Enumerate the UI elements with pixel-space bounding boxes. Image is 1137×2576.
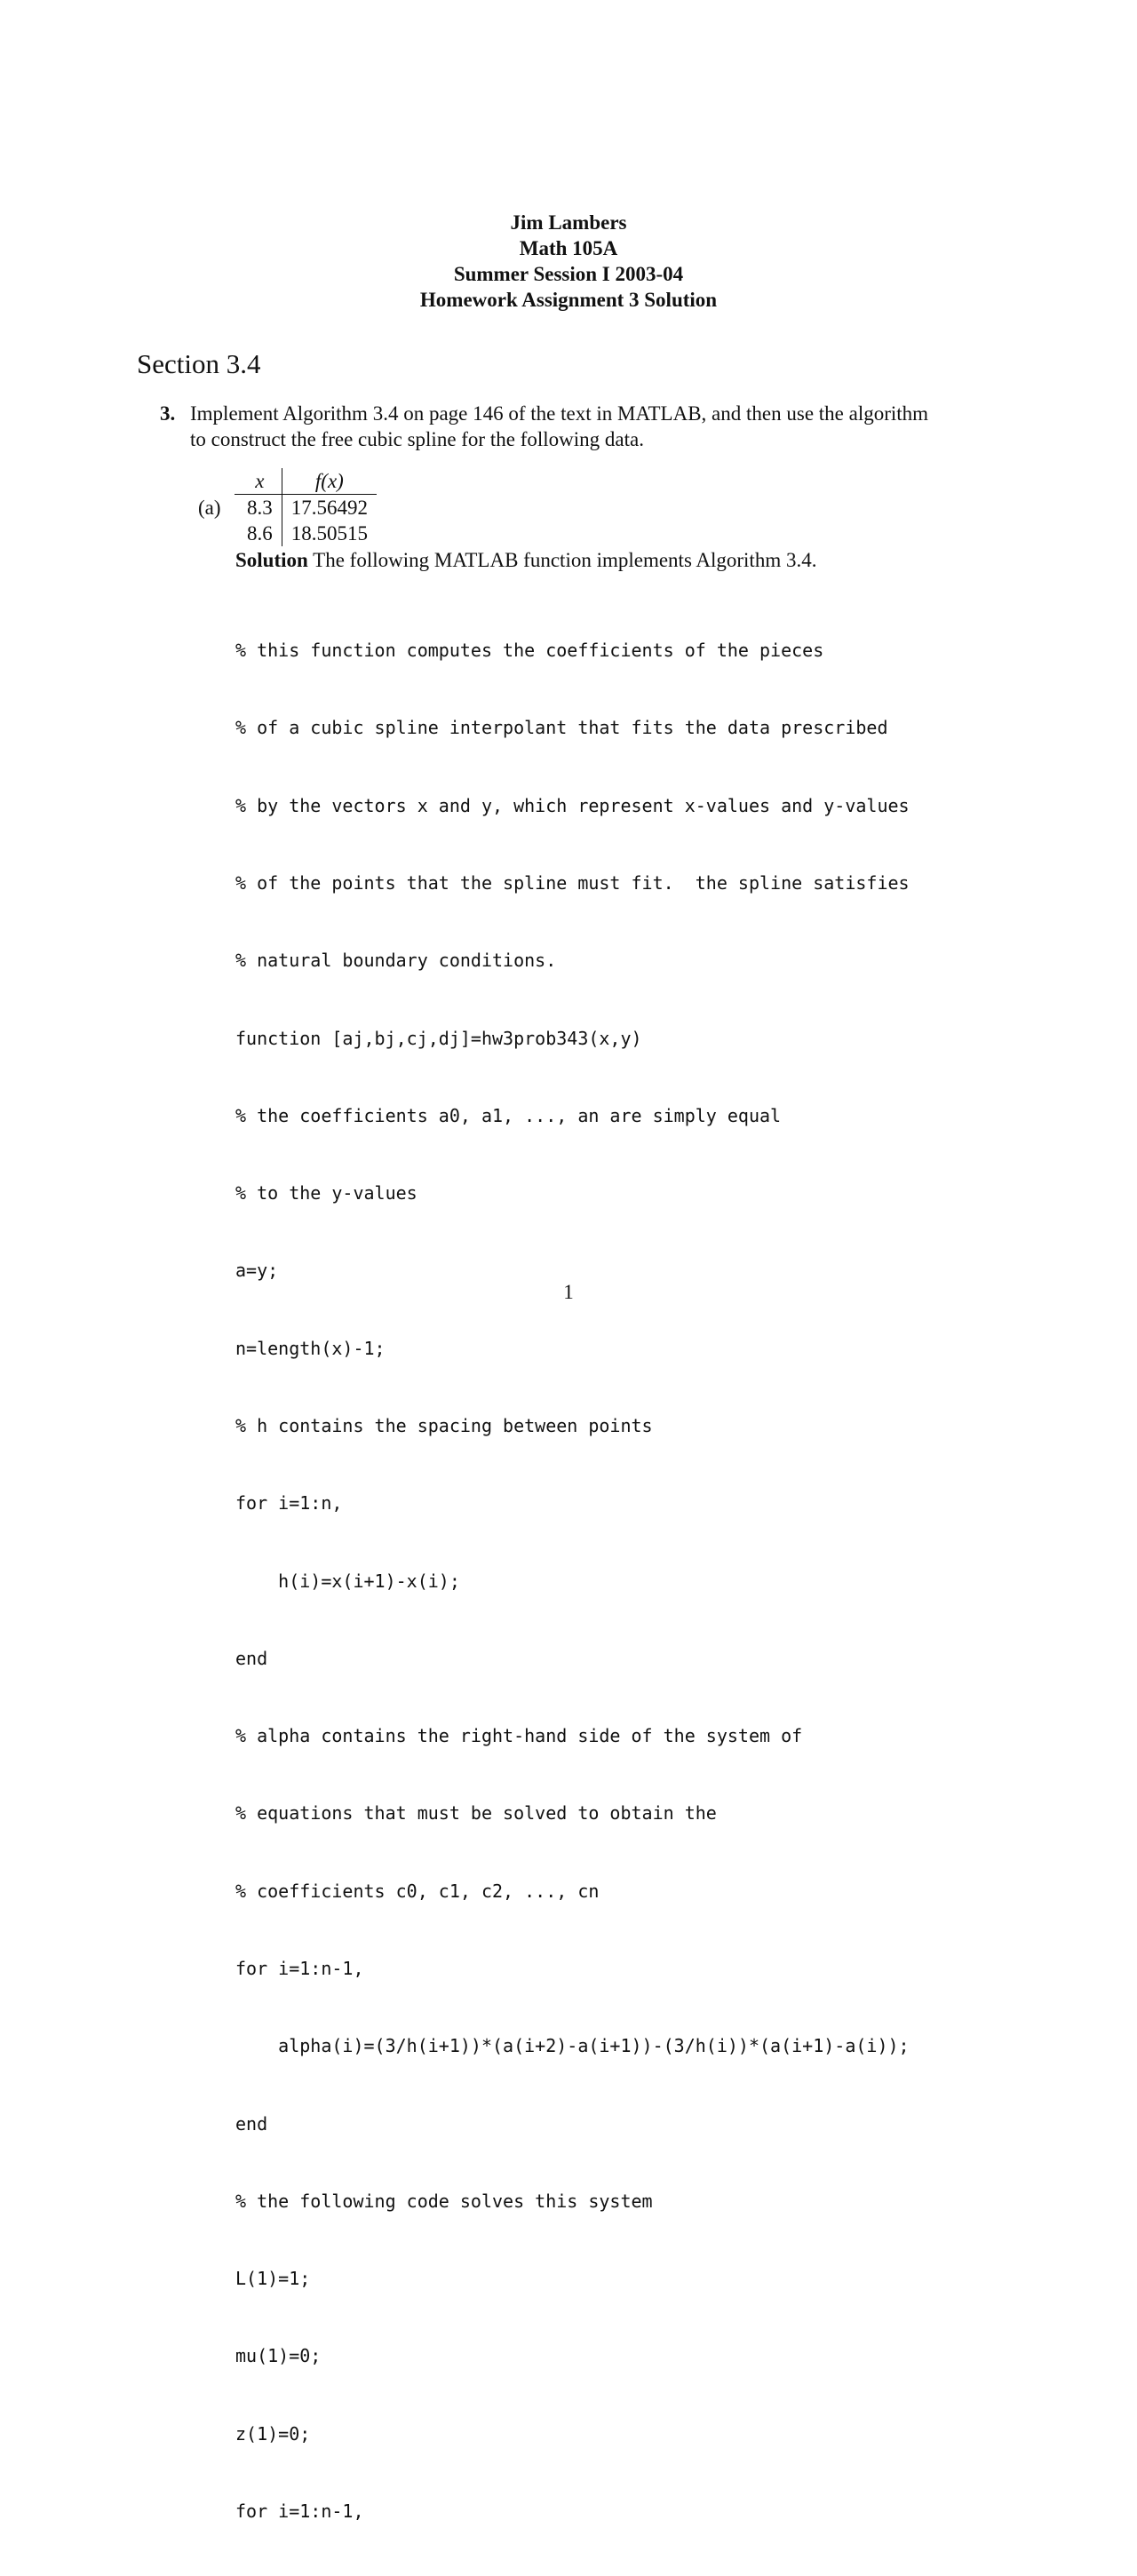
table-header-x: x [235, 468, 282, 495]
author-name: Jim Lambers [510, 211, 627, 234]
code-line: end [235, 1647, 268, 1669]
code-line: alpha(i)=(3/h(i+1))*(a(i+2)-a(i+1))-(3/h(i))*(a(i+1)-a(i)); [235, 2035, 910, 2057]
problem-text-line: Implement Algorithm 3.4 on page 146 of the text in MATLAB, and then use the algorithm [190, 402, 929, 425]
code-line: mu(1)=0; [235, 2345, 322, 2367]
code-line: end [235, 2112, 268, 2135]
code-line: for i=1:n-1, [235, 2500, 364, 2522]
code-line: % alpha contains the right-hand side of the system of [235, 1725, 803, 1747]
code-line: L(1)=1; [235, 2268, 311, 2290]
solution-label: Solution [235, 549, 308, 571]
term-name: Summer Session I 2003-04 [453, 263, 684, 285]
code-line: n=length(x)-1; [235, 1337, 386, 1359]
code-line: % the coefficients a0, a1, ..., an are simply equal [235, 1104, 782, 1126]
problem-text [190, 401, 1048, 452]
code-line: % coefficients c0, c1, c2, ..., cn [235, 1880, 600, 1902]
code-line: z(1)=0; [235, 2422, 311, 2445]
code-line: % natural boundary conditions. [235, 950, 557, 972]
table-cell-x: 8.3 [235, 495, 282, 521]
course-name: Math 105A [519, 237, 618, 259]
page-number: 1 [563, 1281, 574, 1303]
table-row [235, 521, 377, 546]
solution-text: The following MATLAB function implements Algorithm 3.4. [313, 549, 817, 571]
code-line: % to the y-values [235, 1182, 417, 1205]
code-line: % of a cubic spline interpolant that fits the data prescribed [235, 717, 888, 739]
code-line: for i=1:n, [235, 1492, 343, 1515]
code-line: % h contains the spacing between points [235, 1415, 653, 1436]
table-row [235, 495, 377, 521]
section-title: Section 3.4 [137, 348, 261, 379]
table-header-row [235, 468, 377, 495]
data-table [235, 468, 377, 546]
code-line: % by the vectors x and y, which represent x-values and y-values [235, 794, 910, 816]
problem-number: 3. [160, 402, 176, 425]
document-header [0, 210, 1137, 313]
code-line: % equations that must be solved to obtain the [235, 1802, 717, 1825]
table-cell-x: 8.6 [235, 521, 282, 546]
assignment-title: Homework Assignment 3 Solution [419, 289, 718, 311]
table-cell-fx: 18.50515 [290, 522, 368, 545]
code-line: % the following code solves this system [235, 2190, 653, 2212]
code-line: h(i)=x(i+1)-x(i); [235, 1570, 460, 1592]
code-line: function [aj,bj,cj,dj]=hw3prob343(x,y) [235, 1027, 642, 1049]
problem-text-line: to construct the free cubic spline for the following data. [190, 428, 644, 450]
table-cell-fx: 17.56492 [290, 497, 368, 519]
code-line: a=y; [235, 1260, 279, 1282]
matlab-code-block [235, 586, 910, 2576]
code-line: % of the points that the spline must fit. the spline satisfies [235, 872, 910, 894]
part-label: (a) [198, 497, 221, 519]
solution-intro [235, 547, 816, 573]
code-line: % this function computes the coefficients of the pieces [235, 640, 824, 662]
code-line: for i=1:n-1, [235, 1957, 364, 1979]
table-header-fx: f(x) [282, 468, 377, 495]
